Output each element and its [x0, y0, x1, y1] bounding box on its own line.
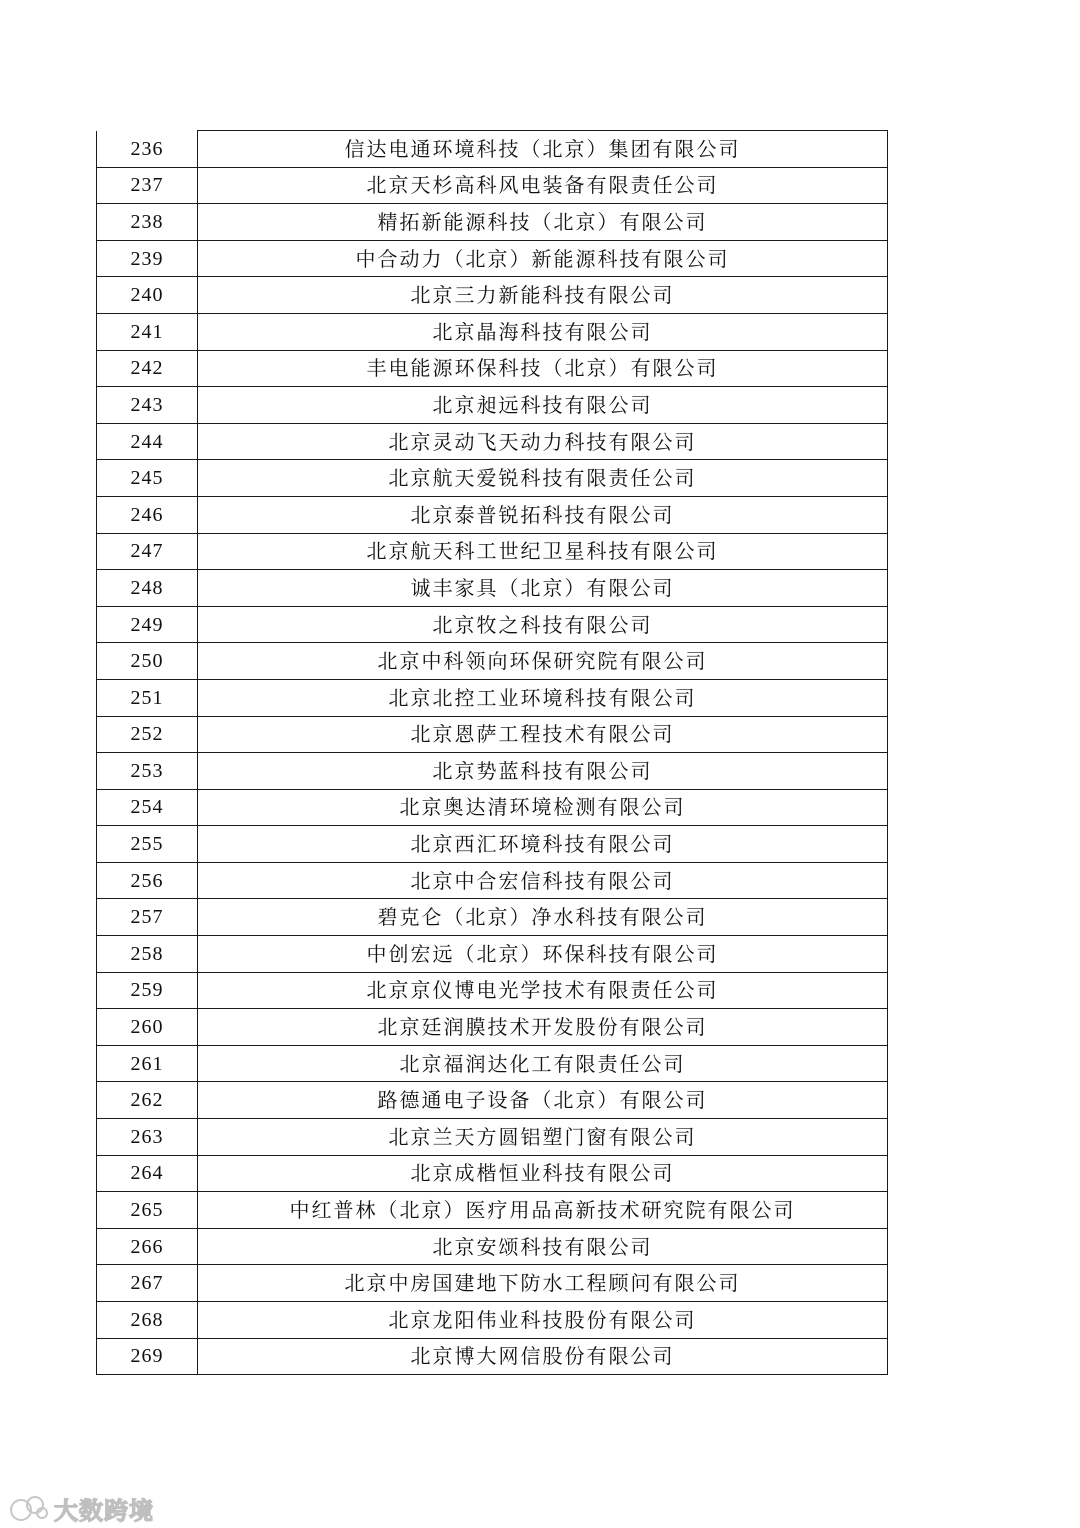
- table-row: [97, 204, 888, 241]
- company-name: 碧克仑（北京）净水科技有限公司: [198, 899, 888, 936]
- table-row: [97, 131, 888, 168]
- table-row: [97, 1338, 888, 1375]
- row-number: 236: [97, 131, 198, 168]
- row-number: 250: [97, 643, 198, 680]
- company-name: 北京晶海科技有限公司: [198, 313, 888, 350]
- row-number: 237: [97, 167, 198, 204]
- company-name: 中合动力（北京）新能源科技有限公司: [198, 240, 888, 277]
- table-row: [97, 1192, 888, 1229]
- table-row: [97, 826, 888, 863]
- row-number: 258: [97, 936, 198, 973]
- row-number: 266: [97, 1228, 198, 1265]
- company-name: 北京兰天方圆铝塑门窗有限公司: [198, 1119, 888, 1156]
- company-name: 北京奥达清环境检测有限公司: [198, 789, 888, 826]
- row-number: 253: [97, 753, 198, 790]
- table-row: [97, 1045, 888, 1082]
- row-number: 238: [97, 204, 198, 241]
- row-number: 243: [97, 387, 198, 424]
- table-row: [97, 1119, 888, 1156]
- table-row: [97, 936, 888, 973]
- company-name: 北京中房国建地下防水工程顾问有限公司: [198, 1265, 888, 1302]
- table-row: [97, 716, 888, 753]
- company-name: 中创宏远（北京）环保科技有限公司: [198, 936, 888, 973]
- row-number: 249: [97, 606, 198, 643]
- company-name: 北京牧之科技有限公司: [198, 606, 888, 643]
- watermark-text: 大数跨境: [54, 1496, 154, 1525]
- table-row: [97, 423, 888, 460]
- table-row: [97, 496, 888, 533]
- company-name: 路德通电子设备（北京）有限公司: [198, 1082, 888, 1119]
- row-number: 257: [97, 899, 198, 936]
- table-row: [97, 972, 888, 1009]
- company-name: 北京中合宏信科技有限公司: [198, 862, 888, 899]
- table-row: [97, 277, 888, 314]
- company-name: 信达电通环境科技（北京）集团有限公司: [198, 131, 888, 168]
- table-row: [97, 240, 888, 277]
- table-row: [97, 167, 888, 204]
- table-row: [97, 1082, 888, 1119]
- company-list-body: [97, 131, 888, 1375]
- row-number: 255: [97, 826, 198, 863]
- table-row: [97, 350, 888, 387]
- row-number: 263: [97, 1119, 198, 1156]
- company-name: 北京安颂科技有限公司: [198, 1228, 888, 1265]
- row-number: 244: [97, 423, 198, 460]
- row-number: 269: [97, 1338, 198, 1375]
- row-number: 247: [97, 533, 198, 570]
- company-list-table: [96, 130, 888, 1375]
- company-name: 北京京仪博电光学技术有限责任公司: [198, 972, 888, 1009]
- table-row: [97, 679, 888, 716]
- company-name: 北京泰普锐拓科技有限公司: [198, 496, 888, 533]
- table-row: [97, 1155, 888, 1192]
- row-number: 262: [97, 1082, 198, 1119]
- table-row: [97, 606, 888, 643]
- row-number: 264: [97, 1155, 198, 1192]
- company-name: 北京航天科工世纪卫星科技有限公司: [198, 533, 888, 570]
- row-number: 252: [97, 716, 198, 753]
- company-name: 北京势蓝科技有限公司: [198, 753, 888, 790]
- company-name: 北京航天爱锐科技有限责任公司: [198, 460, 888, 497]
- company-name: 北京三力新能科技有限公司: [198, 277, 888, 314]
- table-row: [97, 387, 888, 424]
- company-name: 诚丰家具（北京）有限公司: [198, 570, 888, 607]
- watermark: [8, 1490, 154, 1526]
- company-name: 北京灵动飞天动力科技有限公司: [198, 423, 888, 460]
- company-name: 北京福润达化工有限责任公司: [198, 1045, 888, 1082]
- row-number: 267: [97, 1265, 198, 1302]
- row-number: 241: [97, 313, 198, 350]
- company-name: 丰电能源环保科技（北京）有限公司: [198, 350, 888, 387]
- table-row: [97, 313, 888, 350]
- table-row: [97, 1009, 888, 1046]
- brand-logo-icon: [8, 1493, 48, 1523]
- row-number: 254: [97, 789, 198, 826]
- table-row: [97, 1265, 888, 1302]
- table-row: [97, 533, 888, 570]
- table-row: [97, 862, 888, 899]
- company-name: 精拓新能源科技（北京）有限公司: [198, 204, 888, 241]
- table-row: [97, 899, 888, 936]
- row-number: 260: [97, 1009, 198, 1046]
- table-row: [97, 753, 888, 790]
- company-name: 中红普林（北京）医疗用品高新技术研究院有限公司: [198, 1192, 888, 1229]
- table-row: [97, 570, 888, 607]
- table-row: [97, 789, 888, 826]
- company-name: 北京恩萨工程技术有限公司: [198, 716, 888, 753]
- company-name: 北京中科领向环保研究院有限公司: [198, 643, 888, 680]
- row-number: 261: [97, 1045, 198, 1082]
- company-name: 北京昶远科技有限公司: [198, 387, 888, 424]
- row-number: 259: [97, 972, 198, 1009]
- row-number: 248: [97, 570, 198, 607]
- table-row: [97, 643, 888, 680]
- company-name: 北京廷润膜技术开发股份有限公司: [198, 1009, 888, 1046]
- row-number: 268: [97, 1302, 198, 1339]
- table-row: [97, 1228, 888, 1265]
- row-number: 251: [97, 679, 198, 716]
- row-number: 242: [97, 350, 198, 387]
- row-number: 245: [97, 460, 198, 497]
- table-row: [97, 460, 888, 497]
- row-number: 246: [97, 496, 198, 533]
- table-row: [97, 1302, 888, 1339]
- company-name: 北京天杉高科风电装备有限责任公司: [198, 167, 888, 204]
- company-name: 北京西汇环境科技有限公司: [198, 826, 888, 863]
- company-name: 北京北控工业环境科技有限公司: [198, 679, 888, 716]
- company-name: 北京成楷恒业科技有限公司: [198, 1155, 888, 1192]
- company-name: 北京博大网信股份有限公司: [198, 1338, 888, 1375]
- row-number: 240: [97, 277, 198, 314]
- row-number: 256: [97, 862, 198, 899]
- row-number: 239: [97, 240, 198, 277]
- company-name: 北京龙阳伟业科技股份有限公司: [198, 1302, 888, 1339]
- row-number: 265: [97, 1192, 198, 1229]
